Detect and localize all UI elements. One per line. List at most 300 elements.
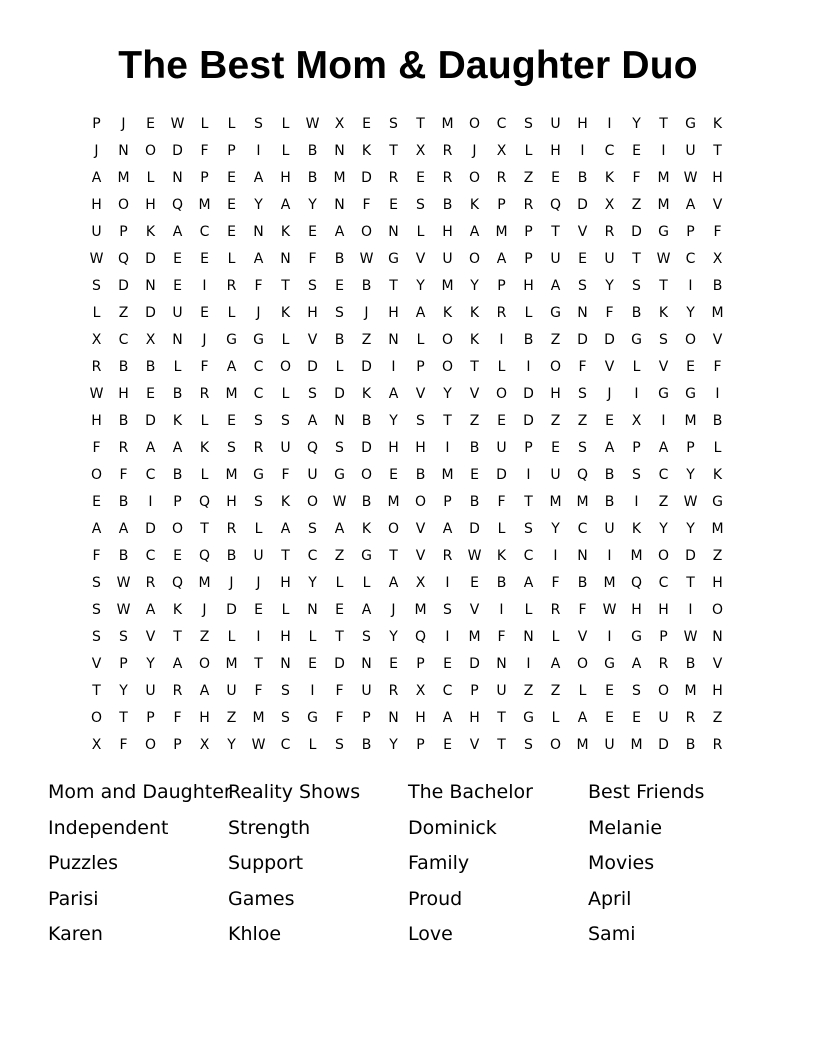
grid-cell[interactable]: R <box>388 170 399 186</box>
grid-cell[interactable]: L <box>551 629 560 645</box>
grid-cell[interactable]: E <box>335 278 344 294</box>
grid-cell[interactable]: S <box>443 602 452 618</box>
grid-cell[interactable]: V <box>469 737 480 753</box>
grid-cell[interactable]: K <box>361 143 372 159</box>
grid-cell[interactable]: O <box>306 494 319 510</box>
grid-cell[interactable]: W <box>359 251 374 267</box>
grid-cell[interactable]: S <box>524 116 533 132</box>
grid-cell[interactable]: H <box>550 386 561 402</box>
grid-cell[interactable]: A <box>91 170 102 186</box>
grid-cell[interactable]: I <box>715 386 720 402</box>
grid-cell[interactable]: V <box>577 224 588 240</box>
grid-cell[interactable]: D <box>145 521 156 537</box>
grid-cell[interactable]: R <box>442 548 453 564</box>
grid-cell[interactable]: J <box>202 602 207 618</box>
grid-cell[interactable]: F <box>254 683 263 699</box>
grid-cell[interactable]: M <box>414 602 427 618</box>
grid-cell[interactable]: B <box>334 251 345 267</box>
grid-cell[interactable]: L <box>362 575 371 591</box>
grid-cell[interactable]: H <box>388 305 399 321</box>
grid-cell[interactable]: T <box>470 359 479 375</box>
grid-cell[interactable]: N <box>388 710 399 726</box>
grid-cell[interactable]: K <box>361 521 372 537</box>
grid-cell[interactable]: K <box>712 467 723 483</box>
grid-cell[interactable]: R <box>226 521 237 537</box>
grid-cell[interactable]: A <box>361 602 372 618</box>
grid-cell[interactable]: G <box>307 710 318 726</box>
grid-cell[interactable]: V <box>415 251 426 267</box>
grid-cell[interactable]: L <box>281 332 290 348</box>
grid-cell[interactable]: N <box>523 629 534 645</box>
grid-cell[interactable]: A <box>226 359 237 375</box>
grid-cell[interactable]: D <box>145 305 156 321</box>
grid-cell[interactable]: P <box>362 710 371 726</box>
grid-cell[interactable]: I <box>661 413 666 429</box>
grid-cell[interactable]: L <box>254 521 263 537</box>
grid-cell[interactable]: D <box>226 602 237 618</box>
grid-cell[interactable]: T <box>659 116 668 132</box>
grid-cell[interactable]: O <box>144 737 157 753</box>
grid-cell[interactable]: S <box>281 710 290 726</box>
grid-cell[interactable]: F <box>578 359 587 375</box>
grid-cell[interactable]: C <box>307 548 318 564</box>
grid-cell[interactable]: N <box>118 143 129 159</box>
grid-cell[interactable]: S <box>632 683 641 699</box>
grid-cell[interactable]: W <box>89 386 104 402</box>
grid-cell[interactable]: L <box>200 413 209 429</box>
grid-cell[interactable]: P <box>416 656 425 672</box>
grid-cell[interactable]: F <box>335 683 344 699</box>
grid-cell[interactable]: V <box>145 629 156 645</box>
grid-cell[interactable]: W <box>251 737 266 753</box>
grid-cell[interactable]: Y <box>389 413 398 429</box>
grid-cell[interactable]: X <box>631 413 642 429</box>
grid-cell[interactable]: N <box>577 548 588 564</box>
grid-cell[interactable]: H <box>280 629 291 645</box>
grid-cell[interactable]: W <box>683 170 698 186</box>
grid-cell[interactable]: E <box>605 413 614 429</box>
grid-cell[interactable]: F <box>119 467 128 483</box>
grid-cell[interactable]: S <box>578 386 587 402</box>
grid-cell[interactable]: J <box>391 602 396 618</box>
grid-cell[interactable]: V <box>91 656 102 672</box>
grid-cell[interactable]: T <box>335 629 344 645</box>
grid-cell[interactable]: G <box>631 332 642 348</box>
grid-cell[interactable]: S <box>92 629 101 645</box>
grid-cell[interactable]: B <box>361 494 372 510</box>
grid-cell[interactable]: Y <box>416 278 425 294</box>
grid-cell[interactable]: N <box>253 224 264 240</box>
grid-cell[interactable]: Z <box>469 413 480 429</box>
grid-cell[interactable]: C <box>253 386 264 402</box>
grid-cell[interactable]: B <box>415 467 426 483</box>
grid-cell[interactable]: U <box>685 143 696 159</box>
grid-cell[interactable]: S <box>524 737 533 753</box>
grid-cell[interactable]: E <box>227 197 236 213</box>
grid-cell[interactable]: V <box>604 359 615 375</box>
grid-cell[interactable]: A <box>145 602 156 618</box>
grid-cell[interactable]: S <box>632 278 641 294</box>
grid-cell[interactable]: A <box>415 305 426 321</box>
grid-cell[interactable]: P <box>524 224 533 240</box>
grid-cell[interactable]: E <box>227 224 236 240</box>
grid-cell[interactable]: L <box>308 737 317 753</box>
grid-cell[interactable]: M <box>684 413 697 429</box>
grid-cell[interactable]: A <box>604 440 615 456</box>
grid-cell[interactable]: A <box>631 656 642 672</box>
grid-cell[interactable]: V <box>577 629 588 645</box>
grid-cell[interactable]: I <box>391 359 396 375</box>
grid-cell[interactable]: U <box>550 116 561 132</box>
grid-cell[interactable]: L <box>524 143 533 159</box>
grid-cell[interactable]: J <box>202 332 207 348</box>
grid-cell[interactable]: A <box>442 521 453 537</box>
grid-cell[interactable]: Y <box>389 629 398 645</box>
grid-cell[interactable]: E <box>443 656 452 672</box>
grid-cell[interactable]: S <box>362 629 371 645</box>
grid-cell[interactable]: E <box>173 278 182 294</box>
grid-cell[interactable]: Y <box>686 305 695 321</box>
grid-cell[interactable]: A <box>550 278 561 294</box>
grid-cell[interactable]: E <box>173 548 182 564</box>
grid-cell[interactable]: F <box>119 737 128 753</box>
grid-cell[interactable]: I <box>148 494 153 510</box>
grid-cell[interactable]: E <box>389 467 398 483</box>
grid-cell[interactable]: O <box>171 521 184 537</box>
grid-cell[interactable]: B <box>631 305 642 321</box>
grid-cell[interactable]: O <box>711 602 724 618</box>
grid-cell[interactable]: E <box>146 386 155 402</box>
grid-cell[interactable]: G <box>226 332 237 348</box>
grid-cell[interactable]: O <box>387 521 400 537</box>
grid-cell[interactable]: O <box>576 656 589 672</box>
grid-cell[interactable]: N <box>388 332 399 348</box>
grid-cell[interactable]: O <box>657 683 670 699</box>
grid-cell[interactable]: M <box>198 575 211 591</box>
grid-cell[interactable]: F <box>92 440 101 456</box>
grid-cell[interactable]: D <box>523 386 534 402</box>
grid-cell[interactable]: S <box>578 278 587 294</box>
grid-cell[interactable]: S <box>227 440 236 456</box>
grid-cell[interactable]: K <box>145 224 156 240</box>
grid-cell[interactable]: L <box>335 359 344 375</box>
grid-cell[interactable]: L <box>173 359 182 375</box>
grid-cell[interactable]: L <box>335 575 344 591</box>
grid-cell[interactable]: T <box>281 278 290 294</box>
grid-cell[interactable]: C <box>577 521 588 537</box>
grid-cell[interactable]: L <box>578 683 587 699</box>
grid-cell[interactable]: Q <box>414 629 427 645</box>
grid-cell[interactable]: P <box>686 224 695 240</box>
grid-cell[interactable]: I <box>445 629 450 645</box>
grid-cell[interactable]: M <box>441 278 454 294</box>
grid-cell[interactable]: E <box>632 143 641 159</box>
grid-cell[interactable]: S <box>281 413 290 429</box>
grid-cell[interactable]: G <box>631 629 642 645</box>
grid-cell[interactable]: F <box>713 224 722 240</box>
grid-cell[interactable]: S <box>389 116 398 132</box>
grid-cell[interactable]: O <box>414 494 427 510</box>
grid-cell[interactable]: H <box>118 386 129 402</box>
grid-cell[interactable]: F <box>173 710 182 726</box>
grid-cell[interactable]: J <box>94 143 99 159</box>
grid-cell[interactable]: R <box>496 305 507 321</box>
grid-cell[interactable]: T <box>389 143 398 159</box>
grid-cell[interactable]: P <box>173 737 182 753</box>
grid-cell[interactable]: I <box>526 467 531 483</box>
grid-cell[interactable]: G <box>550 305 561 321</box>
grid-cell[interactable]: V <box>712 656 723 672</box>
grid-cell[interactable]: I <box>526 359 531 375</box>
grid-cell[interactable]: Y <box>470 278 479 294</box>
grid-cell[interactable]: I <box>607 629 612 645</box>
grid-cell[interactable]: A <box>253 251 264 267</box>
grid-cell[interactable]: W <box>467 548 482 564</box>
grid-cell[interactable]: G <box>334 467 345 483</box>
grid-cell[interactable]: D <box>685 548 696 564</box>
grid-cell[interactable]: J <box>256 575 261 591</box>
grid-cell[interactable]: S <box>281 683 290 699</box>
grid-cell[interactable]: K <box>604 170 615 186</box>
grid-cell[interactable]: M <box>657 170 670 186</box>
grid-cell[interactable]: N <box>577 305 588 321</box>
grid-cell[interactable]: P <box>659 629 668 645</box>
grid-cell[interactable]: D <box>577 332 588 348</box>
grid-cell[interactable]: E <box>416 170 425 186</box>
grid-cell[interactable]: T <box>173 629 182 645</box>
grid-cell[interactable]: H <box>712 683 723 699</box>
grid-cell[interactable]: B <box>577 170 588 186</box>
grid-cell[interactable]: M <box>225 467 238 483</box>
grid-cell[interactable]: L <box>92 305 101 321</box>
grid-cell[interactable]: K <box>469 332 480 348</box>
grid-cell[interactable]: V <box>307 332 318 348</box>
grid-cell[interactable]: L <box>308 629 317 645</box>
grid-cell[interactable]: D <box>172 143 183 159</box>
grid-cell[interactable]: M <box>198 197 211 213</box>
grid-cell[interactable]: K <box>496 548 507 564</box>
grid-cell[interactable]: I <box>202 278 207 294</box>
grid-cell[interactable]: L <box>200 116 209 132</box>
grid-cell[interactable]: L <box>227 251 236 267</box>
grid-cell[interactable]: A <box>307 413 318 429</box>
grid-cell[interactable]: S <box>308 386 317 402</box>
grid-cell[interactable]: E <box>551 440 560 456</box>
grid-cell[interactable]: R <box>442 170 453 186</box>
grid-cell[interactable]: S <box>335 305 344 321</box>
grid-cell[interactable]: H <box>91 413 102 429</box>
grid-cell[interactable]: T <box>254 656 263 672</box>
grid-cell[interactable]: T <box>632 251 641 267</box>
grid-cell[interactable]: L <box>200 467 209 483</box>
grid-cell[interactable]: I <box>634 494 639 510</box>
grid-cell[interactable]: P <box>416 737 425 753</box>
grid-cell[interactable]: R <box>118 440 129 456</box>
grid-cell[interactable]: O <box>468 251 481 267</box>
grid-cell[interactable]: B <box>172 386 183 402</box>
grid-cell[interactable]: C <box>523 548 534 564</box>
grid-cell[interactable]: M <box>549 494 562 510</box>
grid-cell[interactable]: Y <box>443 386 452 402</box>
grid-cell[interactable]: A <box>172 224 183 240</box>
grid-cell[interactable]: F <box>578 602 587 618</box>
grid-cell[interactable]: S <box>254 413 263 429</box>
grid-cell[interactable]: Z <box>226 710 237 726</box>
grid-cell[interactable]: E <box>227 170 236 186</box>
grid-cell[interactable]: E <box>551 170 560 186</box>
grid-cell[interactable]: L <box>497 521 506 537</box>
grid-cell[interactable]: D <box>361 359 372 375</box>
grid-cell[interactable]: Z <box>118 305 129 321</box>
grid-cell[interactable]: U <box>496 683 507 699</box>
grid-cell[interactable]: E <box>470 575 479 591</box>
grid-cell[interactable]: F <box>200 359 209 375</box>
grid-cell[interactable]: Z <box>334 548 345 564</box>
grid-cell[interactable]: R <box>253 440 264 456</box>
grid-cell[interactable]: Y <box>308 575 317 591</box>
grid-cell[interactable]: H <box>226 494 237 510</box>
grid-cell[interactable]: B <box>118 359 129 375</box>
grid-cell[interactable]: M <box>630 548 643 564</box>
grid-cell[interactable]: R <box>604 224 615 240</box>
grid-cell[interactable]: T <box>686 575 695 591</box>
grid-cell[interactable]: Y <box>659 521 668 537</box>
grid-cell[interactable]: N <box>145 278 156 294</box>
grid-cell[interactable]: P <box>524 440 533 456</box>
grid-cell[interactable]: Q <box>549 197 562 213</box>
grid-cell[interactable]: T <box>659 278 668 294</box>
grid-cell[interactable]: H <box>415 710 426 726</box>
grid-cell[interactable]: M <box>468 629 481 645</box>
grid-cell[interactable]: N <box>388 224 399 240</box>
grid-cell[interactable]: F <box>551 575 560 591</box>
grid-cell[interactable]: K <box>280 305 291 321</box>
grid-cell[interactable]: Y <box>254 197 263 213</box>
grid-cell[interactable]: L <box>227 116 236 132</box>
grid-cell[interactable]: M <box>630 737 643 753</box>
grid-cell[interactable]: O <box>279 359 292 375</box>
grid-cell[interactable]: O <box>657 548 670 564</box>
grid-cell[interactable]: D <box>334 386 345 402</box>
grid-cell[interactable]: Y <box>686 521 695 537</box>
grid-cell[interactable]: D <box>631 224 642 240</box>
grid-cell[interactable]: J <box>607 386 612 402</box>
grid-cell[interactable]: S <box>308 521 317 537</box>
grid-cell[interactable]: F <box>92 548 101 564</box>
grid-cell[interactable]: C <box>496 116 507 132</box>
grid-cell[interactable]: U <box>442 251 453 267</box>
grid-cell[interactable]: E <box>227 413 236 429</box>
grid-cell[interactable]: D <box>361 170 372 186</box>
grid-cell[interactable]: Z <box>550 683 561 699</box>
grid-cell[interactable]: M <box>576 494 589 510</box>
grid-cell[interactable]: N <box>334 143 345 159</box>
grid-cell[interactable]: B <box>118 413 129 429</box>
grid-cell[interactable]: O <box>468 116 481 132</box>
grid-cell[interactable]: M <box>657 197 670 213</box>
grid-cell[interactable]: F <box>497 494 506 510</box>
grid-cell[interactable]: F <box>713 359 722 375</box>
grid-cell[interactable]: V <box>712 197 723 213</box>
grid-cell[interactable]: M <box>684 683 697 699</box>
grid-cell[interactable]: V <box>415 548 426 564</box>
grid-cell[interactable]: S <box>254 494 263 510</box>
grid-cell[interactable]: S <box>119 629 128 645</box>
grid-cell[interactable]: H <box>280 575 291 591</box>
grid-cell[interactable]: N <box>280 251 291 267</box>
grid-cell[interactable]: O <box>549 359 562 375</box>
grid-cell[interactable]: U <box>91 224 102 240</box>
grid-cell[interactable]: O <box>360 467 373 483</box>
grid-cell[interactable]: W <box>683 494 698 510</box>
grid-cell[interactable]: E <box>254 602 263 618</box>
grid-cell[interactable]: I <box>688 278 693 294</box>
grid-cell[interactable]: B <box>307 143 318 159</box>
grid-cell[interactable]: I <box>688 602 693 618</box>
grid-cell[interactable]: S <box>416 413 425 429</box>
grid-cell[interactable]: E <box>470 467 479 483</box>
grid-cell[interactable]: G <box>388 251 399 267</box>
grid-cell[interactable]: O <box>684 332 697 348</box>
grid-cell[interactable]: X <box>415 143 426 159</box>
grid-cell[interactable]: P <box>443 494 452 510</box>
grid-cell[interactable]: G <box>685 386 696 402</box>
grid-cell[interactable]: V <box>658 359 669 375</box>
grid-cell[interactable]: Z <box>658 494 669 510</box>
grid-cell[interactable]: J <box>472 143 477 159</box>
grid-cell[interactable]: B <box>361 737 372 753</box>
grid-cell[interactable]: L <box>497 359 506 375</box>
grid-cell[interactable]: W <box>116 575 131 591</box>
grid-cell[interactable]: T <box>281 548 290 564</box>
grid-cell[interactable]: I <box>256 143 261 159</box>
grid-cell[interactable]: P <box>524 251 533 267</box>
grid-cell[interactable]: H <box>388 440 399 456</box>
grid-cell[interactable]: P <box>146 710 155 726</box>
grid-cell[interactable]: E <box>92 494 101 510</box>
grid-cell[interactable]: C <box>604 143 615 159</box>
grid-cell[interactable]: B <box>712 278 723 294</box>
grid-cell[interactable]: M <box>117 170 130 186</box>
grid-cell[interactable]: N <box>712 629 723 645</box>
grid-cell[interactable]: D <box>334 656 345 672</box>
grid-cell[interactable]: A <box>469 224 480 240</box>
grid-cell[interactable]: Y <box>308 197 317 213</box>
grid-cell[interactable]: R <box>388 683 399 699</box>
grid-cell[interactable]: H <box>469 710 480 726</box>
grid-cell[interactable]: C <box>442 683 453 699</box>
grid-cell[interactable]: G <box>712 494 723 510</box>
grid-cell[interactable]: Q <box>630 575 643 591</box>
grid-cell[interactable]: R <box>172 683 183 699</box>
grid-cell[interactable]: P <box>200 170 209 186</box>
grid-cell[interactable]: W <box>602 602 617 618</box>
grid-cell[interactable]: E <box>605 683 614 699</box>
grid-cell[interactable]: O <box>198 656 211 672</box>
grid-cell[interactable]: M <box>441 116 454 132</box>
grid-cell[interactable]: X <box>199 737 210 753</box>
grid-cell[interactable]: D <box>577 197 588 213</box>
grid-cell[interactable]: A <box>280 197 291 213</box>
grid-cell[interactable]: A <box>442 710 453 726</box>
grid-cell[interactable]: L <box>416 332 425 348</box>
grid-cell[interactable]: R <box>658 656 669 672</box>
grid-cell[interactable]: K <box>712 116 723 132</box>
grid-cell[interactable]: Z <box>712 710 723 726</box>
grid-cell[interactable]: A <box>658 440 669 456</box>
grid-cell[interactable]: U <box>145 683 156 699</box>
grid-cell[interactable]: N <box>496 656 507 672</box>
